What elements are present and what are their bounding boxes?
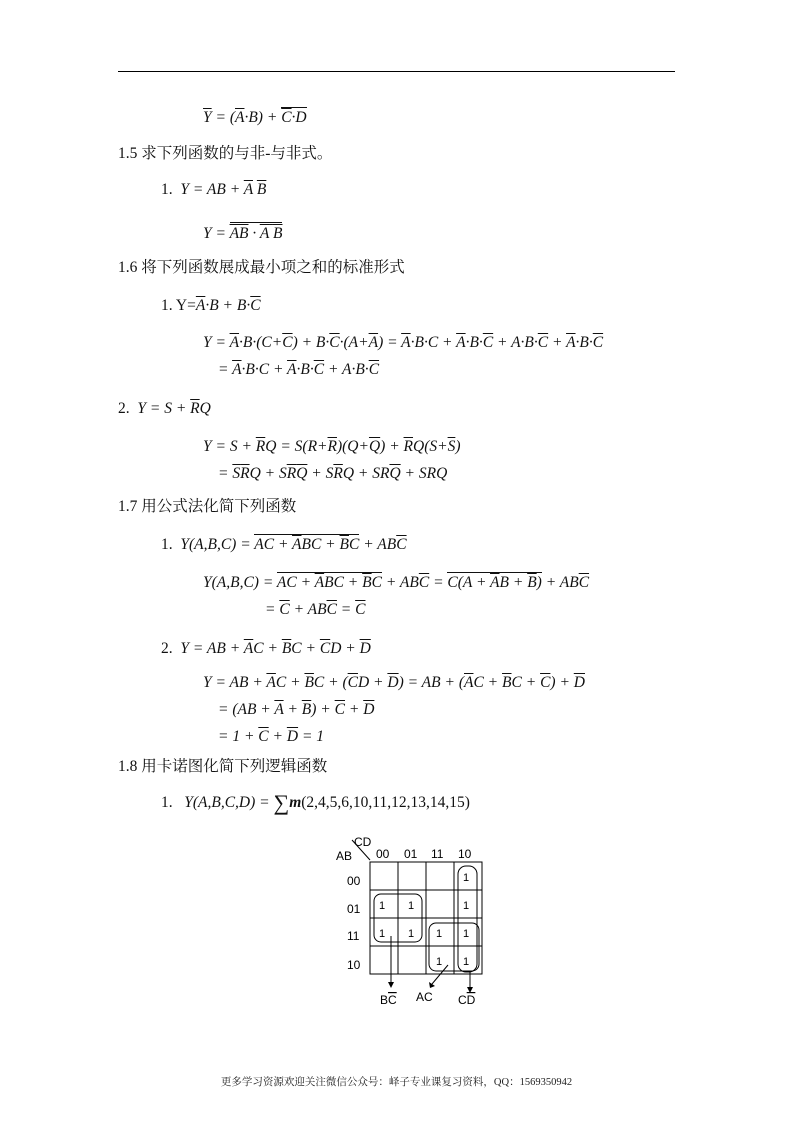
s17-item1-line1: Y(A,B,C) = AC + $\overline{A}BC + \overline{B}C + AB\overline{C} = C(A + \overline{A}B + \overline{B}) + AB\overline{C}$ bbox=[203, 574, 590, 591]
s17-item2-line2: = $(AB + \overline{A} + \overline{B}) + \overline{C} + \overline{D}$ bbox=[218, 701, 375, 718]
s17-item2-line3: = $1 + \overline{C} + \overline{D} = 1$ bbox=[218, 728, 325, 745]
prev-equation: $\overline{Y} = (\overline{A}\cdot B) + \overline{C}\cdot D$ bbox=[203, 109, 307, 126]
kmap-label-cd: CD bbox=[458, 993, 476, 1007]
kmap-one: 1 bbox=[463, 956, 470, 968]
kmap-row-01: 01 bbox=[347, 902, 361, 916]
s18-item1: 1. Y(A,B,C,D) = ∑m(2,4,5,6,10,11,12,13,14,15) bbox=[161, 790, 470, 815]
section-1-6-heading: 1.6 将下列函数展成最小项之和的标准形式 bbox=[118, 259, 405, 276]
kmap-row-10: 10 bbox=[347, 958, 361, 972]
s16-item1-line2: = $\overline{A}\cdot B\cdot C + \overline{A}\cdot B\cdot\overline{C} + A\cdot B\cdot\overline{C}$ bbox=[218, 361, 380, 378]
kmap-corner-row: AB bbox=[336, 849, 353, 863]
s17-item2: 2. Y = AB + $\overline{A}C + \overline{B}C + \overline{C}D + \overline{D}$ bbox=[161, 640, 371, 657]
kmap-corner-col: CD bbox=[354, 835, 372, 849]
s17-item2-line1: Y = AB + $\overline{A}C + \overline{B}C + (\overline{C}D + \overline{D})$ = AB + $(\overline{A}C + \overline{B}C + \overline{C}) + \overline{D}$ bbox=[203, 674, 585, 691]
s16-item2: 2. $Y = S + \overline{R}Q$ bbox=[118, 400, 211, 417]
footer-note: 更多学习资源欢迎关注微信公众号：峄子专业课复习资料，QQ：1569350942 bbox=[220, 1077, 573, 1088]
kmap-one: 1 bbox=[463, 900, 470, 912]
s17-item1: 1. Y(A,B,C) = AC + $\overline{A}BC + \overline{B}C + AB\overline{C}$ bbox=[161, 536, 407, 553]
kmap-col-01: 01 bbox=[404, 847, 418, 861]
header-rule bbox=[118, 71, 675, 72]
kmap-one: 1 bbox=[436, 928, 443, 940]
s17-item1-line2: = $\overline{C} + AB\overline{C} = \overline{C}$ bbox=[265, 601, 366, 618]
kmap-one: 1 bbox=[463, 928, 470, 940]
section-1-5-heading: 1.5 求下列函数的与非-与非式。 bbox=[118, 145, 333, 162]
section-1-8-heading: 1.8 用卡诺图化简下列逻辑函数 bbox=[118, 758, 328, 775]
section-1-7-heading: 1.7 用公式法化简下列函数 bbox=[118, 498, 297, 515]
kmap-label-ac: AC bbox=[416, 990, 433, 1004]
kmap-row-11: 11 bbox=[347, 929, 360, 943]
s15-item1-result: $Y = \overline{AB} \cdot A$ B bbox=[203, 224, 282, 244]
kmap-one: 1 bbox=[408, 900, 415, 912]
kmap-row-00: 00 bbox=[347, 874, 361, 888]
kmap-col-10: 10 bbox=[458, 847, 472, 861]
kmap-one: 1 bbox=[463, 872, 470, 884]
s16-item1: 1. $Y=\overline{A}\cdot B + B\cdot\overline{C}$ bbox=[161, 297, 261, 314]
kmap-one: 1 bbox=[379, 900, 386, 912]
kmap-label-bc: BC bbox=[380, 993, 397, 1007]
kmap-col-11: 11 bbox=[431, 847, 444, 861]
kmap-col-00: 00 bbox=[376, 847, 390, 861]
kmap-one: 1 bbox=[436, 956, 443, 968]
s16-item2-line1: $Y = S + \overline{R}Q = S(R+\overline{R})(Q+\overline{Q}) + \overline{R}Q(S+\overline{S})$ bbox=[203, 438, 461, 455]
s15-item1: 1. Y = AB + $\overline{A}$ $\overline{B}$ bbox=[161, 181, 267, 198]
s16-item1-line1: $Y = \overline{A}\cdot B\cdot(C+\overline{C}) + B\cdot\overline{C}\cdot(A+\overline{A}) = \overline{A}\cdot B\cdot C + \overline{A}\cdot B\cdot\overline{C} + A\cdot B\cdot\overline{C} + \overline{A}\cdot B\cdot\overline{C}$ bbox=[203, 334, 604, 351]
kmap-one: 1 bbox=[379, 928, 386, 940]
kmap-one: 1 bbox=[408, 928, 415, 940]
s16-item2-line2: = $\overline{S}\overline{R}Q + S\overline{R}\overline{Q} + S\overline{R}Q + SR\overline{Q}$ + SRQ bbox=[218, 465, 448, 482]
karnaugh-map bbox=[330, 830, 500, 1010]
